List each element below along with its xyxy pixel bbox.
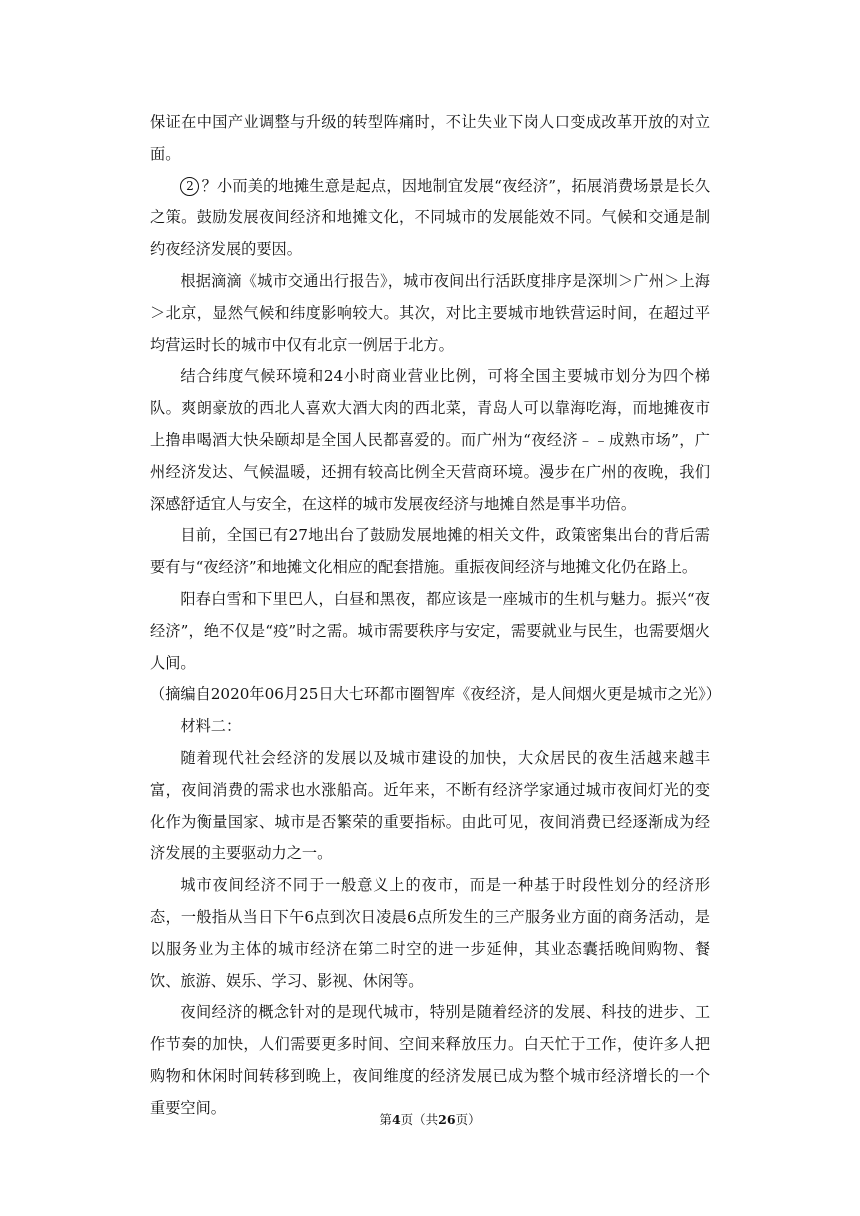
paragraph-night-consumption: 随着现代社会经济的发展以及城市建设的加快，大众居民的夜生活越来越丰富，夜间消费的需求也水涨船高。近年来，不断有经济学家通过城市夜间灯光的变化作为衡量国家、城市是否繁荣的重要指标。由此可见，夜间消费已经逐渐成为经济发展的主要驱动力之一。 <box>150 748 710 863</box>
paragraph-city-tiers: 结合纬度气候环境和24小时商业营业比例，可将全国主要城市划分为四个梯队。爽朗豪放的西北人喜欢大酒大肉的西北菜，青岛人可以靠海吃海，而地摊夜市上撸串喝酒大快朵颐却是全国人民都喜爱的。而广州为“夜经济﹣﹣成熟市场”，广州经济发达、气候温暖，还拥有较高比例全天营商环境。漫步在广州的夜晚，我们深感舒适宜人与安全，在这样的城市发展夜经济与地摊自然是事半功倍。 <box>150 367 710 513</box>
footer-page-number: 4 <box>391 1112 401 1127</box>
paragraph-conclusion: 阳春白雪和下里巴人，白昼和黑夜，都应该是一座城市的生机与魅力。振兴“夜经济”，绝不仅是“疫”时之需。城市需要秩序与安定，需要就业与民生，也需要烟火人间。 <box>150 589 710 672</box>
paragraph-2 <box>150 171 710 266</box>
footer-total-pages: 26 <box>438 1112 456 1127</box>
footer-prefix: 第 <box>379 1112 392 1127</box>
paragraph-night-economy-definition: 城市夜间经济不同于一般意义上的夜市，而是一种基于时段性划分的经济形态，一般指从当日下午6点到次日凌晨6点所发生的三产服务业方面的商务活动，是以服务业为主体的城市经济在第二时空的进一步延伸，其业态囊括晚间购物、餐饮、旅游、娱乐、学习、影视、休闲等。 <box>150 876 710 990</box>
material-two-heading: 材料二： <box>180 717 242 736</box>
marker-suffix: ？ <box>201 176 217 195</box>
paragraph-2-text: 小而美的地摊生意是起点，因地制宜发展“夜经济”，拓展消费场景是长久之策。鼓励发展夜间经济和地摊文化，不同城市的发展能效不同。气候和交通是制约夜经济发展的要因。 <box>150 176 711 259</box>
source-citation: （摘编自2020年06月25日大七环都市圈智库《夜经济，是人间烟火更是城市之光》） <box>150 685 721 704</box>
document-body <box>150 107 721 1125</box>
footer-suffix: 页） <box>455 1112 481 1127</box>
footer-middle: 页（共 <box>400 1112 439 1127</box>
page-footer <box>0 1112 860 1128</box>
paragraph-modern-city: 夜间经济的概念针对的是现代城市，特别是随着经济的发展、科技的进步、工作节奏的加快，人们需要更多时间、空间来释放压力。白天忙于工作，使许多人把购物和休闲时间转移到晚上，夜间维度的经济发展已成为整个城市经济增长的一个重要空间。 <box>150 1003 710 1117</box>
paragraph-continuation: 保证在中国产业调整与升级的转型阵痛时，不让失业下岗人口变成改革开放的对立面。 <box>150 113 710 163</box>
paragraph-policy: 目前，全国已有27地出台了鼓励发展地摊的相关文件，政策密集出台的背后需要有与“夜经济”和地摊文化相应的配套措施。重振夜间经济与地摊文化仍在路上。 <box>150 526 710 577</box>
circled-number-marker: 2 <box>180 177 199 196</box>
paragraph-didi-report: 根据滴滴《城市交通出行报告》，城市夜间出行活跃度排序是深圳＞广州＞上海＞北京，显然气候和纬度影响较大。其次，对比主要城市地铁营运时间，在超过平均营运时长的城市中仅有北京一例居于北方。 <box>150 271 710 354</box>
